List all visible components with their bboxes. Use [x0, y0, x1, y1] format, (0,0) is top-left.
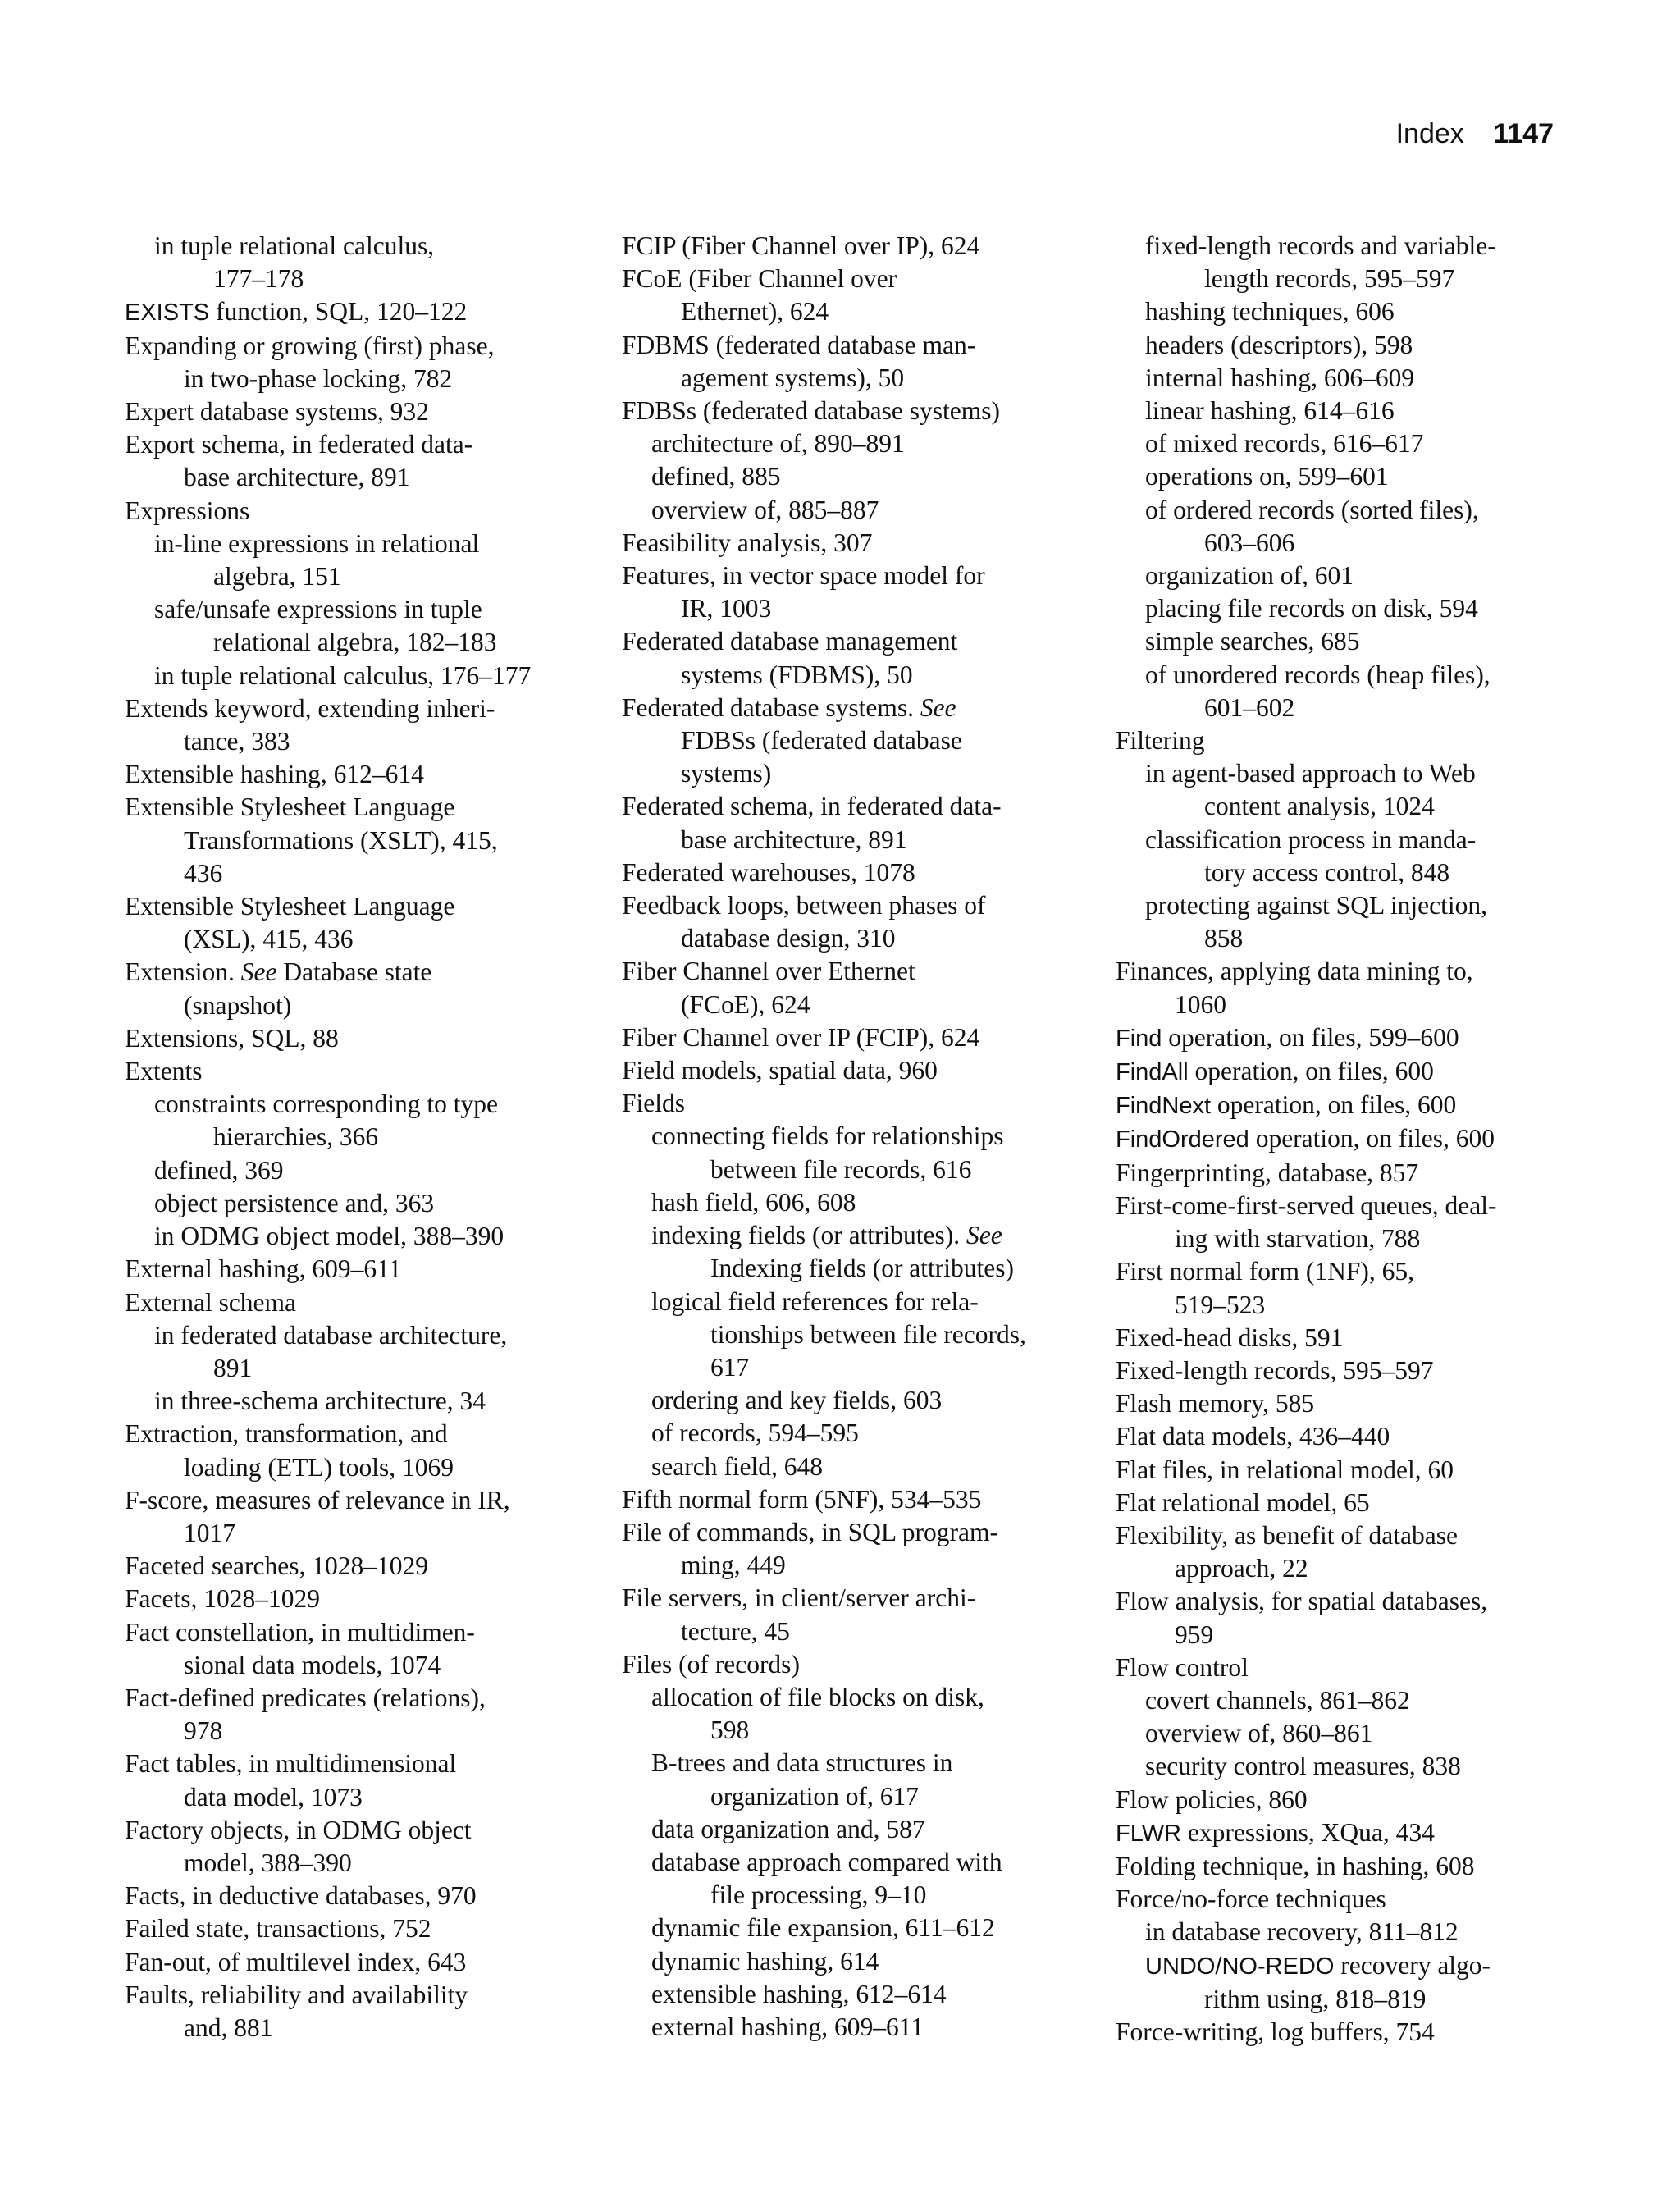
- entry-text: rithm using, 818–819: [1204, 1984, 1427, 2013]
- entry-text: Extends keyword, extending inheri-: [125, 693, 495, 723]
- index-subentry: [125, 660, 584, 692]
- index-entry: [125, 1682, 584, 1747]
- entry-text: External schema: [125, 1287, 297, 1317]
- index-subentry: [1116, 362, 1575, 395]
- entry-text: Fields: [622, 1089, 686, 1118]
- index-entry: [125, 1814, 584, 1880]
- index-subentry: [622, 1978, 1081, 2011]
- entry-text: Extensions, SQL, 88: [125, 1023, 339, 1053]
- entry-text: of records, 594–595: [651, 1419, 859, 1448]
- index-subentry: [125, 528, 584, 593]
- entry-text: logical field references for rela-: [651, 1286, 979, 1316]
- entry-text: Expressions: [125, 496, 250, 525]
- index-entry: [1116, 1021, 1575, 1055]
- index-subentry: [125, 1220, 584, 1253]
- index-subentry: [622, 1945, 1081, 1978]
- entry-text: First-come-first-served queues, deal-: [1116, 1190, 1497, 1220]
- index-subentry: [1116, 427, 1575, 460]
- entry-text: External hashing, 609–611: [125, 1254, 402, 1284]
- index-entry: [1116, 1122, 1575, 1156]
- index-subentry: [125, 593, 584, 659]
- entry-text: Fact tables, in multidimensional: [125, 1749, 457, 1779]
- index-entry: [1116, 1420, 1575, 1453]
- entry-text: hash field, 606, 608: [651, 1187, 856, 1217]
- entry-text: internal hashing, 606–609: [1145, 363, 1415, 392]
- entry-text: overview of, 860–861: [1145, 1719, 1373, 1748]
- entry-text: Federated database management: [622, 627, 958, 656]
- index-entry: [125, 1286, 584, 1319]
- entry-text: model, 388–390: [184, 1848, 352, 1877]
- entry-text: operation, on files, 600: [1249, 1124, 1495, 1154]
- entry-text: FCIP (Fiber Channel over IP), 624: [622, 231, 980, 260]
- index-subentry: [622, 1450, 1081, 1483]
- index-subentry: [125, 1385, 584, 1418]
- index-entry: [125, 1022, 584, 1055]
- entry-text: Filtering: [1116, 726, 1205, 756]
- entry-text: Flow policies, 860: [1116, 1784, 1308, 1814]
- index-entry: [622, 625, 1081, 691]
- entry-text: FDBSs (federated database systems): [622, 396, 1001, 426]
- entry-text: B-trees and data structures in: [651, 1748, 953, 1778]
- entry-text: Fiber Channel over IP (FCIP), 624: [622, 1022, 980, 1052]
- entry-text: Extensible Stylesheet Language: [125, 892, 455, 921]
- entry-text: Flow control: [1116, 1652, 1249, 1682]
- entry-text: placing file records on disk, 594: [1145, 594, 1478, 624]
- entry-text: Flat files, in relational model, 60: [1116, 1455, 1454, 1484]
- entry-text: defined, 885: [651, 462, 781, 491]
- index-entry: [125, 791, 584, 890]
- entry-text: linear hashing, 614–616: [1145, 396, 1395, 426]
- entry-text: agement systems), 50: [681, 363, 905, 392]
- entry-text: 1017: [184, 1518, 235, 1547]
- index-subentry: [125, 1154, 584, 1187]
- index-entry: [1116, 1883, 1575, 1916]
- index-entry: [125, 1912, 584, 1945]
- index-entry: [125, 295, 584, 329]
- entry-text: Field models, spatial data, 960: [622, 1056, 938, 1085]
- index-entry: [125, 428, 584, 494]
- entry-text: Factory objects, in ODMG object: [125, 1815, 472, 1844]
- index-entry: [125, 1418, 584, 1483]
- index-entry: [622, 1582, 1081, 1647]
- entry-text: Fingerprinting, database, 857: [1116, 1158, 1419, 1187]
- index-subentry: [1116, 295, 1575, 328]
- index-entry: [125, 1550, 584, 1583]
- index-entry: [125, 1484, 584, 1550]
- index-subentry: [1116, 230, 1575, 295]
- index-subentry: [1116, 329, 1575, 362]
- index-entry: [125, 956, 584, 1021]
- entry-text: in-line expressions in relational: [154, 528, 480, 558]
- entry-text: 603–606: [1204, 528, 1295, 557]
- index-subentry: [622, 427, 1081, 460]
- index-entry: [622, 527, 1081, 560]
- index-entry: [622, 395, 1081, 427]
- index-subentry: [622, 494, 1081, 527]
- index-entry: [622, 1483, 1081, 1516]
- entry-text: Extensible hashing, 612–614: [125, 760, 424, 789]
- index-column-1: [125, 230, 584, 2044]
- entry-text: algebra, 151: [213, 562, 341, 592]
- code-term: FLWR: [1116, 1820, 1182, 1847]
- entry-text: 1060: [1175, 989, 1226, 1019]
- entry-text: Database state: [276, 957, 432, 987]
- entry-text: indexing fields (or attributes).: [651, 1221, 967, 1250]
- entry-text: Fact constellation, in multidimen-: [125, 1617, 475, 1647]
- entry-text: of unordered records (heap files),: [1145, 660, 1491, 689]
- index-subentry: [1116, 1684, 1575, 1717]
- entry-text: object persistence and, 363: [154, 1188, 435, 1217]
- entry-text: operation, on files, 600: [1211, 1090, 1457, 1120]
- entry-text: 959: [1175, 1620, 1214, 1649]
- entry-text: allocation of file blocks on disk,: [651, 1682, 984, 1711]
- index-entry: [1116, 1487, 1575, 1519]
- entry-text: (FCoE), 624: [681, 989, 810, 1019]
- entry-text: in database recovery, 811–812: [1145, 1917, 1459, 1947]
- entry-text: Facets, 1028–1029: [125, 1584, 320, 1614]
- index-subentry: [1116, 494, 1575, 560]
- entry-text: file processing, 9–10: [710, 1880, 927, 1910]
- entry-text: Facts, in deductive databases, 970: [125, 1881, 477, 1911]
- entry-text: 891: [213, 1353, 253, 1382]
- entry-text: connecting fields for relationships: [651, 1122, 1004, 1151]
- index-entry: [622, 1087, 1081, 1120]
- entry-text: simple searches, 685: [1145, 627, 1360, 656]
- index-subentry: [622, 1417, 1081, 1450]
- entry-text: base architecture, 891: [184, 463, 410, 492]
- entry-text: and, 881: [184, 2012, 273, 2042]
- entry-text: Files (of records): [622, 1649, 800, 1679]
- index-subentry: [622, 1747, 1081, 1812]
- index-entry: [1116, 1652, 1575, 1684]
- index-entry: [622, 329, 1081, 395]
- entry-text: headers (descriptors), 598: [1145, 330, 1413, 359]
- entry-text: Flexibility, as benefit of database: [1116, 1520, 1458, 1550]
- entry-text: length records, 595–597: [1204, 264, 1455, 294]
- entry-text: data model, 1073: [184, 1782, 363, 1811]
- index-subentry: [125, 230, 584, 295]
- index-subentry: [1116, 592, 1575, 625]
- entry-text: Faceted searches, 1028–1029: [125, 1551, 429, 1581]
- index-subentry: [622, 460, 1081, 493]
- index-entry: [125, 330, 584, 395]
- running-head-label: Index: [1395, 118, 1464, 149]
- index-entry: [622, 955, 1081, 1021]
- index-entry: [125, 692, 584, 758]
- code-term: FindNext: [1116, 1093, 1212, 1120]
- entry-text: in three-schema architecture, 34: [154, 1387, 486, 1416]
- entry-text: recovery algo-: [1334, 1950, 1491, 1980]
- running-head: [1396, 118, 1554, 150]
- entry-text: Finances, applying data mining to,: [1116, 957, 1473, 986]
- entry-text: 436: [184, 858, 223, 888]
- entry-text: in tuple relational calculus,: [154, 231, 435, 260]
- entry-text: search field, 648: [651, 1451, 824, 1481]
- index-entry: [622, 560, 1081, 625]
- entry-text: Extents: [125, 1057, 203, 1086]
- index-subentry: [622, 1813, 1081, 1846]
- entry-text: ordering and key fields, 603: [651, 1386, 943, 1415]
- index-entry: [125, 1979, 584, 2044]
- index-entry: [1116, 724, 1575, 757]
- entry-text: hierarchies, 366: [213, 1122, 379, 1152]
- entry-text: architecture of, 890–891: [651, 429, 905, 459]
- entry-text: 978: [184, 1716, 223, 1746]
- entry-text: operations on, 599–601: [1145, 462, 1389, 491]
- entry-text: Fixed-head disks, 591: [1116, 1323, 1344, 1352]
- entry-text: ing with starvation, 788: [1175, 1224, 1421, 1254]
- index-entry: [1116, 1157, 1575, 1190]
- index-entry: [1116, 1784, 1575, 1816]
- entry-text: Expanding or growing (first) phase,: [125, 331, 495, 360]
- index-entry: [1116, 1387, 1575, 1420]
- page-number: 1147: [1493, 118, 1554, 149]
- entry-text: Force/no-force techniques: [1116, 1884, 1386, 1914]
- entry-text: expressions, XQua, 434: [1181, 1817, 1435, 1847]
- entry-text: Flat relational model, 65: [1116, 1487, 1370, 1517]
- entry-text: Export schema, in federated data-: [125, 430, 473, 459]
- index-entry: [125, 1747, 584, 1813]
- index-entry: [125, 1583, 584, 1615]
- index-entry: [1116, 955, 1575, 1021]
- entry-text: defined, 369: [154, 1155, 284, 1185]
- index-subentry: [1116, 659, 1575, 724]
- index-subentry: [1116, 889, 1575, 955]
- entry-text: ming, 449: [681, 1551, 786, 1580]
- index-entry: [622, 230, 1081, 263]
- entry-text: security control measures, 838: [1145, 1752, 1461, 1781]
- index-subentry: [622, 1912, 1081, 1944]
- entry-text: hashing techniques, 606: [1145, 297, 1395, 327]
- entry-text: between file records, 616: [710, 1154, 972, 1184]
- entry-text: FDBSs (federated database: [681, 726, 962, 756]
- entry-text: 617: [710, 1352, 750, 1382]
- entry-text: Extension.: [125, 957, 241, 987]
- code-term: UNDO/NO-REDO: [1145, 1953, 1335, 1980]
- entry-text: in tuple relational calculus, 176–177: [154, 660, 532, 690]
- entry-text: Fiber Channel over Ethernet: [622, 957, 915, 986]
- entry-text: protecting against SQL injection,: [1145, 891, 1487, 921]
- entry-text: in federated database architecture,: [154, 1320, 508, 1350]
- entry-text: Features, in vector space model for: [622, 561, 985, 591]
- index-entry: [622, 790, 1081, 856]
- entry-text: Transformations (XSLT), 415,: [184, 825, 498, 855]
- index-entry: [622, 1648, 1081, 1681]
- index-entry: [125, 758, 584, 791]
- entry-text: Indexing fields (or attributes): [710, 1254, 1015, 1283]
- entry-text: Flat data models, 436–440: [1116, 1422, 1390, 1451]
- index-entry: [1116, 1355, 1575, 1387]
- entry-text: Federated database systems.: [622, 692, 920, 722]
- index-entry: [622, 1516, 1081, 1582]
- index-column-3: [1116, 230, 1575, 2049]
- entry-text: Fifth normal form (5NF), 534–535: [622, 1484, 982, 1514]
- entry-text: Federated schema, in federated data-: [622, 792, 1002, 821]
- index-entry: [1116, 1190, 1575, 1255]
- entry-text: 519–523: [1175, 1290, 1266, 1319]
- entry-text: 601–602: [1204, 692, 1295, 722]
- entry-text: in agent-based approach to Web: [1145, 759, 1476, 788]
- index-entry: [1116, 1454, 1575, 1487]
- index-entry: [125, 890, 584, 956]
- entry-text: Feedback loops, between phases of: [622, 891, 986, 921]
- index-subentry: [1116, 1750, 1575, 1783]
- index-subentry: [622, 1384, 1081, 1417]
- entry-text: fixed-length records and variable-: [1145, 231, 1496, 260]
- index-column-2: [622, 230, 1081, 2044]
- code-term: FindAll: [1116, 1059, 1189, 1086]
- entry-text: Expert database systems, 932: [125, 397, 429, 427]
- entry-text: File of commands, in SQL program-: [622, 1517, 999, 1546]
- index-subentry: [1116, 1717, 1575, 1750]
- index-subentry: [1116, 395, 1575, 427]
- entry-text: covert channels, 861–862: [1145, 1685, 1410, 1715]
- index-entry: [622, 1021, 1081, 1054]
- entry-text: F-score, measures of relevance in IR,: [125, 1485, 510, 1514]
- index-subentry: [1116, 460, 1575, 493]
- entry-text: Flash memory, 585: [1116, 1389, 1315, 1419]
- entry-text: FDBMS (federated database man-: [622, 330, 976, 359]
- see-reference: See: [966, 1221, 1002, 1250]
- entry-text: IR, 1003: [681, 594, 772, 624]
- entry-text: overview of, 885–887: [651, 495, 879, 524]
- entry-text: safe/unsafe expressions in tuple: [154, 595, 482, 624]
- code-term: FindOrdered: [1116, 1126, 1249, 1154]
- entry-text: Faults, reliability and availability: [125, 1980, 468, 2009]
- entry-text: in two-phase locking, 782: [184, 363, 453, 393]
- index-subentry: [1116, 1916, 1575, 1948]
- entry-text: (snapshot): [184, 990, 292, 1020]
- entry-text: operation, on files, 600: [1188, 1057, 1434, 1086]
- index-subentry: [622, 1846, 1081, 1912]
- entry-text: Force-writing, log buffers, 754: [1116, 2017, 1435, 2046]
- index-entry: [622, 889, 1081, 955]
- entry-text: loading (ETL) tools, 1069: [184, 1452, 454, 1482]
- entry-text: dynamic hashing, 614: [651, 1946, 879, 1976]
- index-entry: [1116, 1585, 1575, 1651]
- entry-text: function, SQL, 120–122: [209, 297, 468, 327]
- index-subentry: [1116, 824, 1575, 889]
- entry-text: Failed state, transactions, 752: [125, 1914, 431, 1944]
- index-entry: [622, 692, 1081, 791]
- entry-text: Federated warehouses, 1078: [622, 857, 915, 887]
- index-subentry: [622, 1681, 1081, 1747]
- entry-text: classification process in manda-: [1145, 825, 1477, 854]
- entry-text: Extraction, transformation, and: [125, 1419, 448, 1449]
- index-entry: [622, 857, 1081, 889]
- index-entry: [125, 1946, 584, 1979]
- entry-text: sional data models, 1074: [184, 1650, 441, 1679]
- index-subentry: [125, 1187, 584, 1220]
- index-entry: [125, 1055, 584, 1088]
- index-subentry: [622, 2011, 1081, 2044]
- entry-text: Feasibility analysis, 307: [622, 528, 873, 557]
- entry-text: tory access control, 848: [1204, 857, 1450, 887]
- entry-text: Folding technique, in hashing, 608: [1116, 1851, 1475, 1880]
- entry-text: of ordered records (sorted files),: [1145, 495, 1479, 524]
- entry-text: content analysis, 1024: [1204, 792, 1435, 821]
- index-entry: [1116, 1255, 1575, 1321]
- entry-text: tance, 383: [184, 727, 290, 756]
- entry-text: Fixed-length records, 595–597: [1116, 1355, 1434, 1385]
- index-entry: [1116, 1850, 1575, 1883]
- entry-text: 177–178: [213, 264, 304, 294]
- entry-text: base architecture, 891: [681, 825, 907, 854]
- index-entry: [622, 263, 1081, 328]
- index-entry: [1116, 1089, 1575, 1122]
- entry-text: Extensible Stylesheet Language: [125, 793, 455, 822]
- index-entry: [1116, 1519, 1575, 1585]
- entry-text: database design, 310: [681, 924, 896, 953]
- entry-text: relational algebra, 182–183: [213, 628, 497, 657]
- see-reference: See: [920, 692, 956, 722]
- entry-text: 598: [710, 1715, 750, 1745]
- index-subentry: [1116, 757, 1575, 823]
- entry-text: (XSL), 415, 436: [184, 925, 354, 954]
- index-entry: [125, 495, 584, 528]
- entry-text: systems (FDBMS), 50: [681, 660, 913, 689]
- index-entry: [125, 1880, 584, 1912]
- entry-text: tecture, 45: [681, 1616, 790, 1646]
- entry-text: tionships between file records,: [710, 1319, 1026, 1349]
- index-subentry: [622, 1120, 1081, 1186]
- entry-text: operation, on files, 599–600: [1162, 1022, 1459, 1052]
- see-reference: See: [240, 957, 277, 987]
- index-entry: [1116, 1816, 1575, 1850]
- index-entry: [622, 1054, 1081, 1087]
- entry-text: data organization and, 587: [651, 1814, 925, 1843]
- index-entry: [1116, 2016, 1575, 2049]
- index-subentry: [1116, 560, 1575, 592]
- entry-text: systems): [681, 759, 772, 788]
- entry-text: database approach compared with: [651, 1847, 1002, 1876]
- index-subentry: [1116, 625, 1575, 658]
- code-term: Find: [1116, 1025, 1162, 1052]
- entry-text: First normal form (1NF), 65,: [1116, 1257, 1414, 1286]
- index-subentry: [622, 1186, 1081, 1219]
- code-term: EXISTS: [125, 299, 210, 327]
- index-entry: [125, 1253, 584, 1286]
- index-subentry: [1116, 1949, 1575, 2016]
- index-entry: [1116, 1055, 1575, 1089]
- index-subentry: [125, 1088, 584, 1154]
- entry-text: File servers, in client/server archi-: [622, 1583, 976, 1613]
- entry-text: of mixed records, 616–617: [1145, 429, 1424, 459]
- index-subentry: [622, 1219, 1081, 1285]
- entry-text: 858: [1204, 924, 1244, 953]
- entry-text: external hashing, 609–611: [651, 2012, 924, 2041]
- entry-text: Fan-out, of multilevel index, 643: [125, 1947, 467, 1976]
- entry-text: in ODMG object model, 388–390: [154, 1222, 504, 1251]
- index-entry: [125, 395, 584, 428]
- index-entry: [125, 1616, 584, 1682]
- entry-text: Ethernet), 624: [681, 297, 829, 327]
- index-entry: [1116, 1322, 1575, 1355]
- entry-text: dynamic file expansion, 611–612: [651, 1913, 995, 1943]
- entry-text: constraints corresponding to type: [154, 1090, 499, 1119]
- entry-text: FCoE (Fiber Channel over: [622, 264, 897, 294]
- index-subentry: [125, 1319, 584, 1385]
- entry-text: approach, 22: [1175, 1554, 1308, 1583]
- entry-text: organization of, 617: [710, 1781, 919, 1811]
- entry-text: Flow analysis, for spatial databases,: [1116, 1587, 1488, 1616]
- entry-text: organization of, 601: [1145, 561, 1354, 591]
- entry-text: Fact-defined predicates (relations),: [125, 1683, 486, 1712]
- entry-text: extensible hashing, 612–614: [651, 1979, 947, 2008]
- index-subentry: [622, 1286, 1081, 1385]
